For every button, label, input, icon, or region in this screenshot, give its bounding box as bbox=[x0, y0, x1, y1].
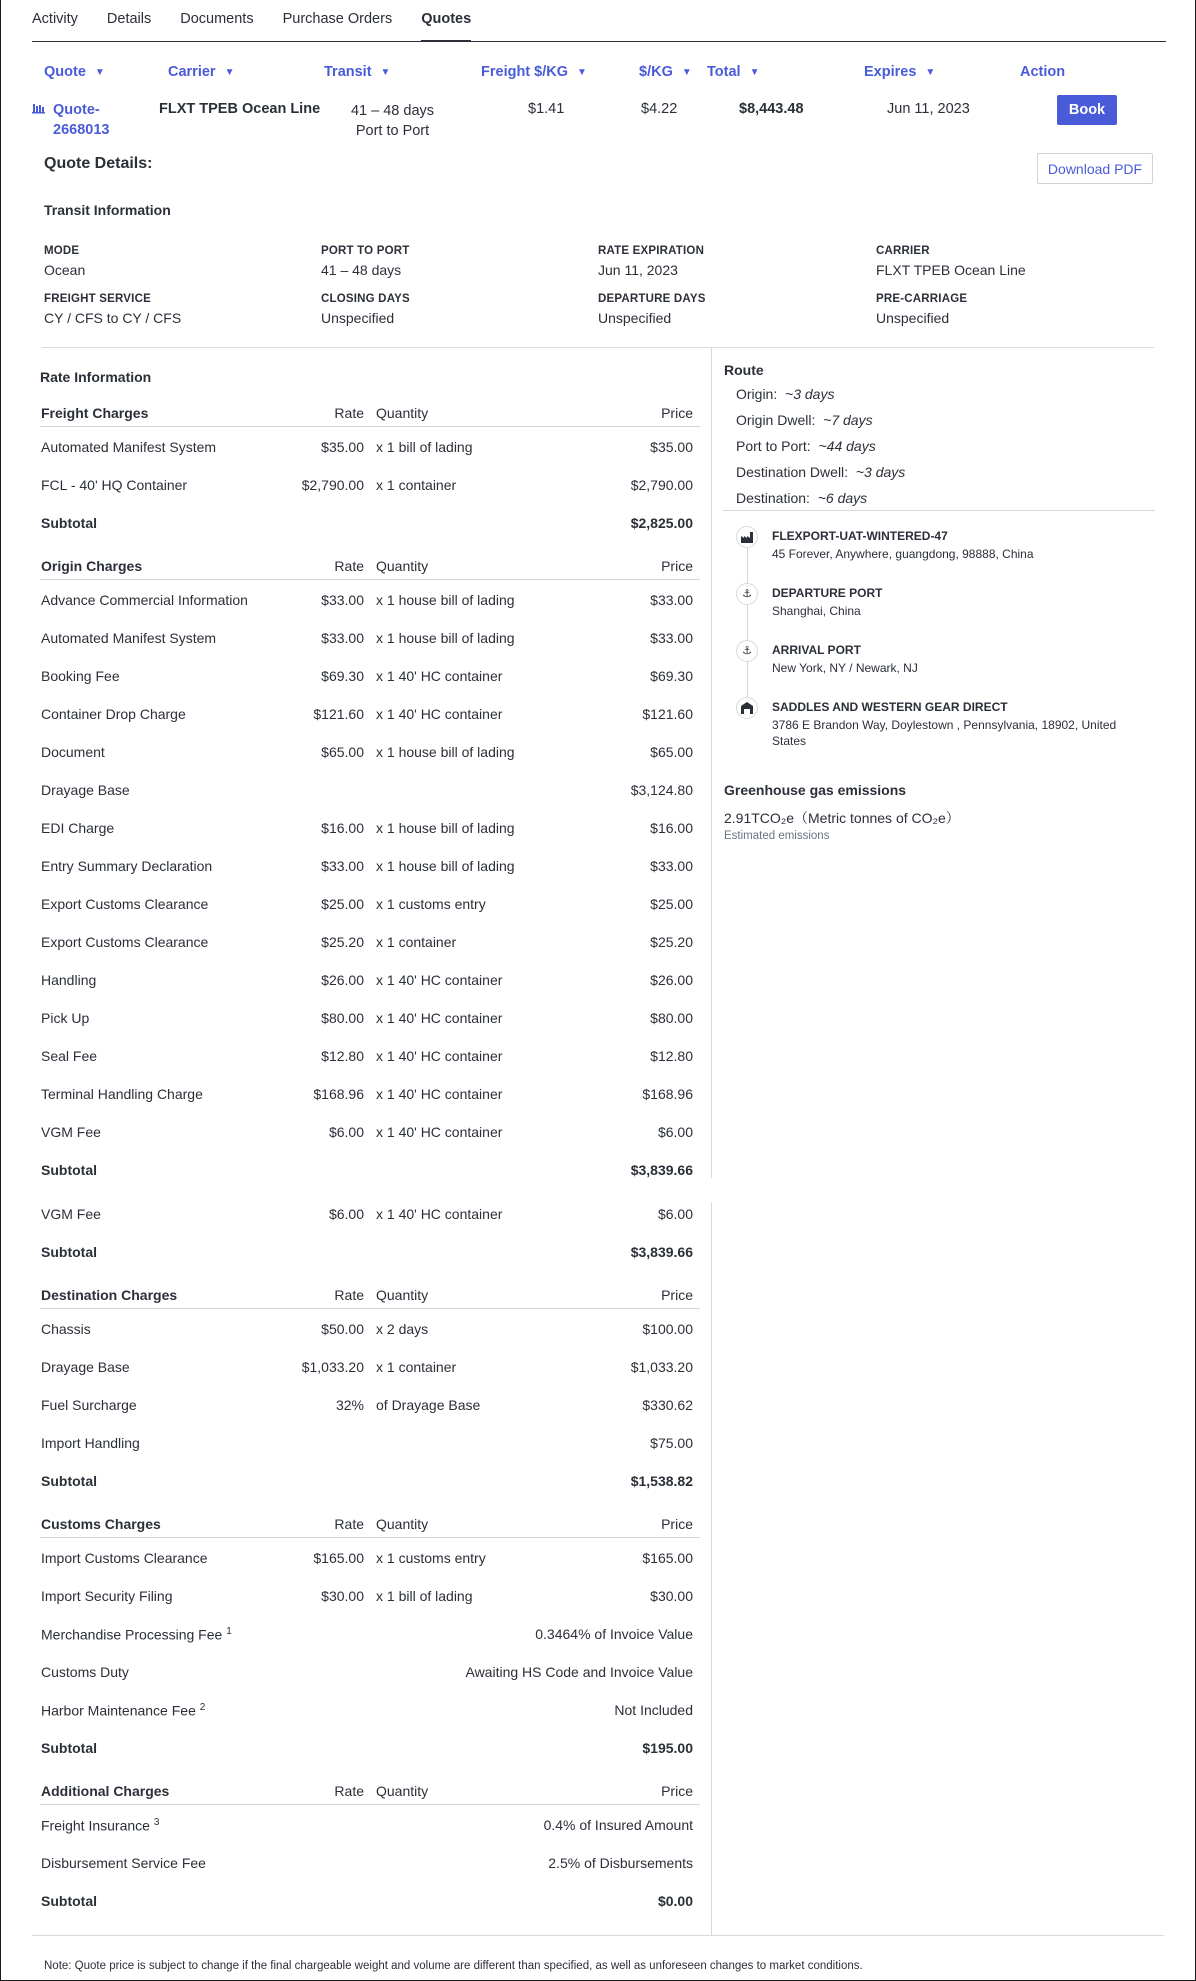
charge-name: Automated Manifest System bbox=[41, 630, 217, 646]
header-freight-per-kg[interactable]: Freight $/KG ▼ bbox=[481, 64, 587, 80]
ship-icon bbox=[32, 102, 46, 114]
subtotal-value: $195.00 bbox=[642, 1740, 693, 1756]
expires-value: Jun 11, 2023 bbox=[887, 101, 970, 117]
charge-qty: x 1 container bbox=[376, 934, 457, 950]
charge-qty: x 1 40' HC container bbox=[376, 1124, 503, 1140]
ghg-estimated-label: Estimated emissions bbox=[724, 830, 830, 842]
sort-arrow-icon: ▼ bbox=[925, 67, 936, 78]
origin-charges-header bbox=[40, 558, 700, 580]
header-action: Action bbox=[1020, 64, 1066, 80]
charge-price: $65.00 bbox=[650, 744, 693, 760]
charge-row bbox=[40, 744, 700, 764]
charge-price: $12.80 bbox=[650, 1048, 693, 1064]
col-price: Price bbox=[661, 1287, 693, 1303]
section-title: Freight Charges bbox=[41, 405, 149, 421]
charge-name: Import Security Filing bbox=[41, 1588, 173, 1604]
charge-qty: x 1 house bill of lading bbox=[376, 744, 515, 760]
mode-label: MODE bbox=[44, 245, 80, 257]
sort-arrow-icon: ▼ bbox=[749, 67, 760, 78]
charge-qty: x 1 house bill of lading bbox=[376, 858, 515, 874]
route-title: Route bbox=[724, 362, 764, 378]
charge-name: EDI Charge bbox=[41, 820, 115, 836]
footnote-marker: 3 bbox=[153, 1817, 160, 1828]
stop-address: 3786 E Brandon Way, Doylestown , Pennsylvania, 18902, United States bbox=[772, 718, 1117, 748]
charge-price: $33.00 bbox=[650, 592, 693, 608]
charge-rate: $16.00 bbox=[321, 820, 364, 836]
download-pdf-button[interactable]: Download PDF bbox=[1037, 153, 1153, 184]
charge-rate: $35.00 bbox=[321, 439, 364, 455]
charge-row bbox=[40, 1588, 700, 1608]
tab-purchase-orders[interactable]: Purchase Orders bbox=[282, 11, 393, 27]
charge-qty: x 1 bill of lading bbox=[376, 439, 473, 455]
charge-price: $35.00 bbox=[650, 439, 693, 455]
carrier-name: FLXT TPEB Ocean Line bbox=[159, 101, 321, 117]
charge-price: $121.60 bbox=[642, 706, 693, 722]
charge-name: Seal Fee bbox=[41, 1048, 98, 1064]
departure-days-label: DEPARTURE DAYS bbox=[598, 293, 706, 305]
charge-price: $33.00 bbox=[650, 630, 693, 646]
charge-row bbox=[40, 1664, 700, 1684]
col-price: Price bbox=[661, 1516, 693, 1532]
subtotal-value: $1,538.82 bbox=[630, 1473, 693, 1489]
charge-price: $1,033.20 bbox=[630, 1359, 693, 1375]
charge-row bbox=[40, 1626, 700, 1646]
column-divider bbox=[711, 1202, 712, 1936]
charge-row bbox=[40, 592, 700, 612]
freight-charges-header bbox=[40, 405, 700, 427]
route-port-to-port: Port to Port: ~44 days bbox=[736, 438, 876, 454]
charge-rate: $121.60 bbox=[313, 706, 364, 722]
charge-name: Import Handling bbox=[41, 1435, 140, 1451]
anchor-icon: ⚓ bbox=[736, 640, 758, 662]
transit-value: 41 – 48 days Port to Port bbox=[350, 103, 435, 139]
stop-name: SADDLES AND WESTERN GEAR DIRECT bbox=[772, 700, 1008, 714]
col-rate: Rate bbox=[334, 1516, 364, 1532]
charge-price: 0.4% of Insured Amount bbox=[543, 1817, 693, 1833]
stop-name: FLEXPORT-UAT-WINTERED-47 bbox=[772, 529, 948, 543]
charge-name: Container Drop Charge bbox=[41, 706, 186, 722]
charge-price: $6.00 bbox=[657, 1206, 693, 1222]
charge-qty: x 1 40' HC container bbox=[376, 706, 503, 722]
charge-rate: $2,790.00 bbox=[301, 477, 364, 493]
charge-price: $69.30 bbox=[650, 668, 693, 684]
charge-row bbox=[40, 934, 700, 954]
carrier-value: FLXT TPEB Ocean Line bbox=[876, 262, 1026, 278]
section-title: Destination Charges bbox=[41, 1287, 178, 1303]
charge-row bbox=[40, 668, 700, 688]
charge-rate: $25.20 bbox=[321, 934, 364, 950]
col-quantity: Quantity bbox=[376, 405, 429, 421]
destination-charges-header bbox=[40, 1287, 700, 1309]
charge-qty: x 1 bill of lading bbox=[376, 1588, 473, 1604]
book-button[interactable]: Book bbox=[1057, 95, 1117, 125]
charge-qty: x 1 container bbox=[376, 477, 457, 493]
subtotal-row bbox=[40, 1162, 700, 1182]
charge-rate: $6.00 bbox=[328, 1124, 364, 1140]
col-rate: Rate bbox=[334, 1287, 364, 1303]
section-title: Customs Charges bbox=[41, 1516, 161, 1532]
subtotal-row bbox=[40, 515, 700, 535]
ghg-value: 2.91TCO₂e（Metric tonnes of CO₂e） bbox=[724, 810, 960, 826]
tab-quotes[interactable]: Quotes bbox=[421, 0, 471, 42]
charge-rate: $26.00 bbox=[321, 972, 364, 988]
carrier-label: CARRIER bbox=[876, 245, 930, 257]
charge-row bbox=[40, 1206, 700, 1226]
charge-rate: $33.00 bbox=[321, 858, 364, 874]
stop-address: New York, NY / Newark, NJ bbox=[772, 661, 918, 675]
transit-info-title: Transit Information bbox=[44, 202, 171, 218]
subtotal-label: Subtotal bbox=[41, 1740, 97, 1756]
charge-price: $75.00 bbox=[650, 1435, 693, 1451]
pre-carriage-label: PRE-CARRIAGE bbox=[876, 293, 968, 305]
sort-arrow-icon: ▼ bbox=[681, 67, 692, 78]
freight-per-kg-value: $1.41 bbox=[528, 101, 565, 117]
rate-expiration-label: RATE EXPIRATION bbox=[598, 245, 705, 257]
quote-table-header bbox=[0, 60, 1196, 86]
col-price: Price bbox=[661, 1783, 693, 1799]
subtotal-value: $3,839.66 bbox=[630, 1244, 693, 1260]
charge-name: FCL - 40' HQ Container bbox=[41, 477, 188, 493]
charge-price: $3,124.80 bbox=[630, 782, 693, 798]
col-rate: Rate bbox=[334, 405, 364, 421]
subtotal-value: $3,839.66 bbox=[630, 1162, 693, 1178]
charge-row bbox=[40, 706, 700, 726]
charge-rate: $69.30 bbox=[321, 668, 364, 684]
charge-qty: x 1 40' HC container bbox=[376, 972, 503, 988]
stop-address: Shanghai, China bbox=[772, 604, 861, 618]
charge-name: Entry Summary Declaration bbox=[41, 858, 213, 874]
charge-row bbox=[40, 1048, 700, 1068]
charge-row bbox=[40, 1855, 700, 1875]
sort-arrow-icon: ▼ bbox=[94, 67, 105, 78]
tab-activity[interactable]: Activity bbox=[32, 11, 78, 27]
charge-price: $25.00 bbox=[650, 896, 693, 912]
charge-name: Document bbox=[41, 744, 105, 760]
charge-row bbox=[40, 782, 700, 802]
header-per-kg[interactable]: $/KG ▼ bbox=[639, 64, 692, 80]
closing-days-label: CLOSING DAYS bbox=[321, 293, 410, 305]
charge-price: $16.00 bbox=[650, 820, 693, 836]
charge-name: VGM Fee bbox=[41, 1124, 101, 1140]
charge-name: Disbursement Service Fee bbox=[41, 1855, 206, 1871]
charge-row bbox=[40, 972, 700, 992]
charge-qty: x 1 customs entry bbox=[376, 1550, 486, 1566]
charge-row bbox=[40, 896, 700, 916]
subtotal-row bbox=[40, 1740, 700, 1760]
charge-name: Advance Commercial Information bbox=[41, 592, 248, 608]
subtotal-label: Subtotal bbox=[41, 1162, 97, 1178]
factory-icon bbox=[736, 526, 758, 548]
route-destination-dwell: Destination Dwell: ~3 days bbox=[736, 464, 906, 480]
tab-documents[interactable]: Documents bbox=[180, 11, 254, 27]
subtotal-label: Subtotal bbox=[41, 515, 97, 531]
charge-row bbox=[40, 1010, 700, 1030]
charge-price: $330.62 bbox=[642, 1397, 693, 1413]
charge-name: Import Customs Clearance bbox=[41, 1550, 208, 1566]
charge-row bbox=[40, 1124, 700, 1144]
ghg-title: Greenhouse gas emissions bbox=[724, 782, 907, 798]
header-transit[interactable]: Transit ▼ bbox=[324, 64, 391, 80]
charge-rate: $165.00 bbox=[313, 1550, 364, 1566]
charge-name: Booking Fee bbox=[41, 668, 120, 684]
quote-row bbox=[0, 96, 1196, 142]
subtotal-row bbox=[40, 1473, 700, 1493]
additional-charges-header bbox=[40, 1783, 700, 1805]
charge-row bbox=[40, 630, 700, 650]
charge-rate: $6.00 bbox=[328, 1206, 364, 1222]
route-connector bbox=[747, 537, 748, 709]
route-origin-dwell: Origin Dwell: ~7 days bbox=[736, 412, 873, 428]
charge-price: Awaiting HS Code and Invoice Value bbox=[465, 1664, 693, 1680]
charge-price: $25.20 bbox=[650, 934, 693, 950]
charge-name: Export Customs Clearance bbox=[41, 896, 209, 912]
charge-name: VGM Fee bbox=[41, 1206, 101, 1222]
charge-rate: $33.00 bbox=[321, 630, 364, 646]
charge-price: $26.00 bbox=[650, 972, 693, 988]
col-quantity: Quantity bbox=[376, 1783, 429, 1799]
pre-carriage-value: Unspecified bbox=[876, 310, 950, 326]
header-carrier[interactable]: Carrier ▼ bbox=[168, 64, 235, 80]
charge-row bbox=[40, 1550, 700, 1570]
charge-name: Fuel Surcharge bbox=[41, 1397, 137, 1413]
charge-price: Not Included bbox=[614, 1702, 693, 1718]
charge-name: Drayage Base bbox=[41, 1359, 130, 1375]
charge-row bbox=[40, 1086, 700, 1106]
subtotal-label: Subtotal bbox=[41, 1244, 97, 1260]
charge-qty: x 1 customs entry bbox=[376, 896, 486, 912]
quote-link[interactable]: Quote- 2668013 bbox=[53, 102, 110, 138]
col-quantity: Quantity bbox=[376, 558, 429, 574]
charge-name: Freight Insurance $^3$ bbox=[41, 1817, 160, 1834]
charge-qty: x 1 40' HC container bbox=[376, 1048, 503, 1064]
header-expires[interactable]: Expires ▼ bbox=[864, 64, 936, 80]
quote-details-title: Quote Details: bbox=[44, 155, 153, 172]
subtotal-label: Subtotal bbox=[41, 1893, 97, 1909]
tab-bar bbox=[32, 0, 1166, 42]
charge-rate: $30.00 bbox=[321, 1588, 364, 1604]
charge-price: $30.00 bbox=[650, 1588, 693, 1604]
mode-value: Ocean bbox=[44, 262, 86, 278]
charge-qty: x 1 40' HC container bbox=[376, 668, 503, 684]
stop-name: ARRIVAL PORT bbox=[772, 643, 861, 657]
charge-rate: $12.80 bbox=[321, 1048, 364, 1064]
charge-qty: x 1 40' HC container bbox=[376, 1086, 503, 1102]
section-title: Origin Charges bbox=[41, 558, 143, 574]
warehouse-icon bbox=[736, 697, 758, 719]
charge-name: Export Customs Clearance bbox=[41, 934, 209, 950]
charge-rate: 32% bbox=[335, 1397, 364, 1413]
charge-rate: $168.96 bbox=[313, 1086, 364, 1102]
rate-expiration-value: Jun 11, 2023 bbox=[598, 262, 678, 278]
charge-row bbox=[40, 1702, 700, 1722]
charge-row bbox=[40, 858, 700, 878]
charge-row bbox=[40, 1359, 700, 1379]
charge-price: $168.96 bbox=[642, 1086, 693, 1102]
charge-price: 2.5% of Disbursements bbox=[548, 1855, 693, 1871]
charge-qty: x 1 house bill of lading bbox=[376, 592, 515, 608]
footnote-marker: 1 bbox=[226, 1626, 232, 1637]
per-kg-value: $4.22 bbox=[641, 101, 678, 117]
charge-row bbox=[40, 1817, 700, 1837]
charge-price: $100.00 bbox=[642, 1321, 693, 1337]
charge-row bbox=[40, 1397, 700, 1417]
sort-arrow-icon: ▼ bbox=[224, 67, 235, 78]
total-value: $8,443.48 bbox=[739, 101, 804, 117]
charge-qty: of Drayage Base bbox=[376, 1397, 481, 1413]
charge-qty: x 1 container bbox=[376, 1359, 457, 1375]
charge-name: Pick Up bbox=[41, 1010, 90, 1026]
divider bbox=[42, 347, 1154, 348]
divider bbox=[32, 1935, 1164, 1936]
subtotal-value: $0.00 bbox=[657, 1893, 693, 1909]
charge-row bbox=[40, 1321, 700, 1341]
divider bbox=[723, 510, 1155, 511]
freight-service-label: FREIGHT SERVICE bbox=[44, 293, 151, 305]
anchor-icon: ⚓ bbox=[736, 583, 758, 605]
charge-qty: x 1 40' HC container bbox=[376, 1010, 503, 1026]
col-quantity: Quantity bbox=[376, 1287, 429, 1303]
tab-details[interactable]: Details bbox=[106, 11, 152, 27]
customs-charges-header bbox=[40, 1516, 700, 1538]
col-rate: Rate bbox=[334, 1783, 364, 1799]
departure-days-value: Unspecified bbox=[598, 310, 672, 326]
charge-name: Drayage Base bbox=[41, 782, 130, 798]
charge-rate: $50.00 bbox=[321, 1321, 364, 1337]
col-price: Price bbox=[661, 558, 693, 574]
charge-rate: $80.00 bbox=[321, 1010, 364, 1026]
footnote-marker: 2 bbox=[199, 1702, 206, 1713]
closing-days-value: Unspecified bbox=[321, 310, 395, 326]
charge-name: Harbor Maintenance Fee $^2$ bbox=[41, 1702, 206, 1719]
charge-price: $2,790.00 bbox=[630, 477, 693, 493]
charge-name: Automated Manifest System bbox=[41, 439, 217, 455]
subtotal-label: Subtotal bbox=[41, 1473, 97, 1489]
col-rate: Rate bbox=[334, 558, 364, 574]
col-quantity: Quantity bbox=[376, 1516, 429, 1532]
port-to-port-label: PORT TO PORT bbox=[321, 245, 410, 257]
charge-price: $33.00 bbox=[650, 858, 693, 874]
col-price: Price bbox=[661, 405, 693, 421]
charge-row bbox=[40, 820, 700, 840]
charge-row bbox=[40, 477, 700, 497]
stop-address: 45 Forever, Anywhere, guangdong, 98888, China bbox=[772, 547, 1034, 561]
subtotal-row bbox=[40, 1893, 700, 1913]
charge-price: $165.00 bbox=[642, 1550, 693, 1566]
charge-name: Merchandise Processing Fee $^1$ bbox=[41, 1626, 232, 1643]
column-divider bbox=[711, 348, 712, 1178]
charge-name: Handling bbox=[41, 972, 97, 988]
stop-name: DEPARTURE PORT bbox=[772, 586, 883, 600]
subtotal-row bbox=[40, 1244, 700, 1264]
charge-price: 0.3464% of Invoice Value bbox=[535, 1626, 693, 1642]
rate-info-title: Rate Information bbox=[40, 369, 152, 385]
charge-rate: $65.00 bbox=[321, 744, 364, 760]
sort-arrow-icon: ▼ bbox=[577, 67, 587, 78]
charge-qty: x 2 days bbox=[376, 1321, 429, 1337]
charge-price: $6.00 bbox=[657, 1124, 693, 1140]
charge-qty: x 1 40' HC container bbox=[376, 1206, 503, 1222]
header-quote[interactable]: Quote ▼ bbox=[44, 64, 105, 80]
charge-name: Chassis bbox=[41, 1321, 91, 1337]
charge-row bbox=[40, 1435, 700, 1455]
charge-qty: x 1 house bill of lading bbox=[376, 820, 515, 836]
subtotal-value: $2,825.00 bbox=[630, 515, 693, 531]
sort-arrow-icon: ▼ bbox=[380, 67, 391, 78]
charge-row bbox=[40, 439, 700, 459]
header-total[interactable]: Total ▼ bbox=[707, 64, 760, 80]
route-destination: Destination: ~6 days bbox=[736, 490, 868, 506]
charge-price: $80.00 bbox=[650, 1010, 693, 1026]
route-origin: Origin: ~3 days bbox=[736, 386, 835, 402]
charge-rate: $1,033.20 bbox=[301, 1359, 364, 1375]
charge-name: Customs Duty bbox=[41, 1664, 129, 1680]
footer-note: Note: Quote price is subject to change if the final chargeable weight and volume are different than specified, as well as unforeseen changes to market conditions. bbox=[44, 1960, 863, 1972]
freight-service-value: CY / CFS to CY / CFS bbox=[44, 310, 182, 326]
port-to-port-value: 41 – 48 days bbox=[321, 262, 402, 278]
charge-rate: $33.00 bbox=[321, 592, 364, 608]
charge-qty: x 1 house bill of lading bbox=[376, 630, 515, 646]
section-title: Additional Charges bbox=[41, 1783, 170, 1799]
charge-rate: $25.00 bbox=[321, 896, 364, 912]
charge-name: Terminal Handling Charge bbox=[41, 1086, 203, 1102]
